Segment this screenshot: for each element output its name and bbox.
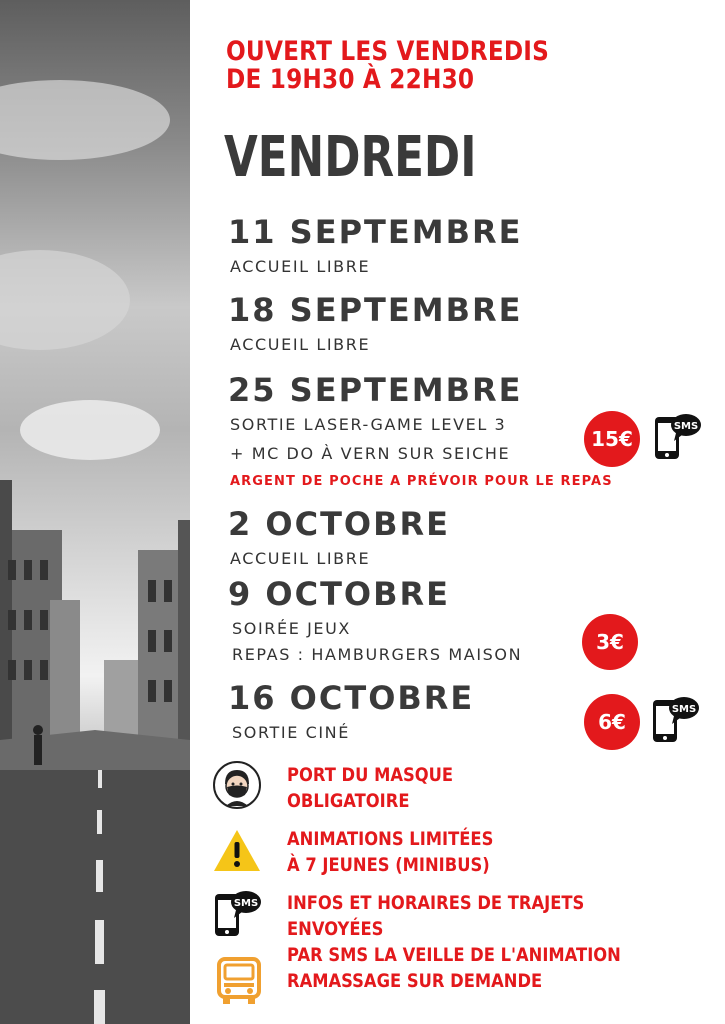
opening-days-heading [226,38,622,94]
event-activity: ACCUEIL LIBRE [230,549,371,568]
info-line: INFOS ET HORAIRES DE TRAJETS ENVOYÉES [287,892,585,940]
info-text [287,826,665,878]
price-badge: 15€ [584,411,640,467]
info-line: PAR SMS LA VEILLE DE L'ANIMATION [287,944,621,966]
day-title: VENDREDI [224,125,477,190]
event-activity: + MC DO À VERN SUR SEICHE [230,444,511,463]
info-text [287,968,665,994]
sms-phone-icon [652,411,702,463]
event-date: 2 OCTOBRE [228,505,451,543]
bus-icon [214,956,264,1006]
event-activity: SORTIE LASER-GAME LEVEL 3 [230,415,507,434]
event-date: 25 SEPTEMBRE [228,371,523,409]
info-line: OBLIGATOIRE [287,790,410,812]
event-date: 11 SEPTEMBRE [228,213,523,251]
price-badge: 3€ [582,614,638,670]
event-date: 9 OCTOBRE [228,575,451,613]
mask-icon [212,760,262,810]
sms-label: SMS [233,898,259,909]
poster-content [190,0,725,1024]
street-photo [0,0,190,1024]
event-activity: SORTIE CINÉ [232,723,350,742]
event-date: 18 SEPTEMBRE [228,291,523,329]
opening-days-line: OUVERT LES VENDREDIS [226,36,550,67]
event-note: ARGENT DE POCHE A PRÉVOIR POUR LE REPAS [230,474,613,489]
info-line: PORT DU MASQUE [287,764,454,786]
info-line: RAMASSAGE SUR DEMANDE [287,970,543,992]
sms-label: SMS [673,421,699,432]
sms-phone-icon [650,694,700,746]
warning-icon [212,826,262,876]
sms-label: SMS [671,704,697,715]
event-activity: ACCUEIL LIBRE [230,257,371,276]
event-activity: ACCUEIL LIBRE [230,335,371,354]
info-text [287,762,665,814]
sms-phone-icon [212,888,262,940]
event-activity: SOIRÉE JEUX [232,619,351,638]
info-line: À 7 JEUNES (MINIBUS) [287,854,490,876]
info-text [287,890,665,968]
info-line: ANIMATIONS LIMITÉES [287,828,494,850]
price-badge: 6€ [584,694,640,750]
opening-hours-line: DE 19H30 À 22H30 [226,64,475,95]
event-date: 16 OCTOBRE [228,679,475,717]
event-activity: REPAS : HAMBURGERS MAISON [232,645,523,664]
